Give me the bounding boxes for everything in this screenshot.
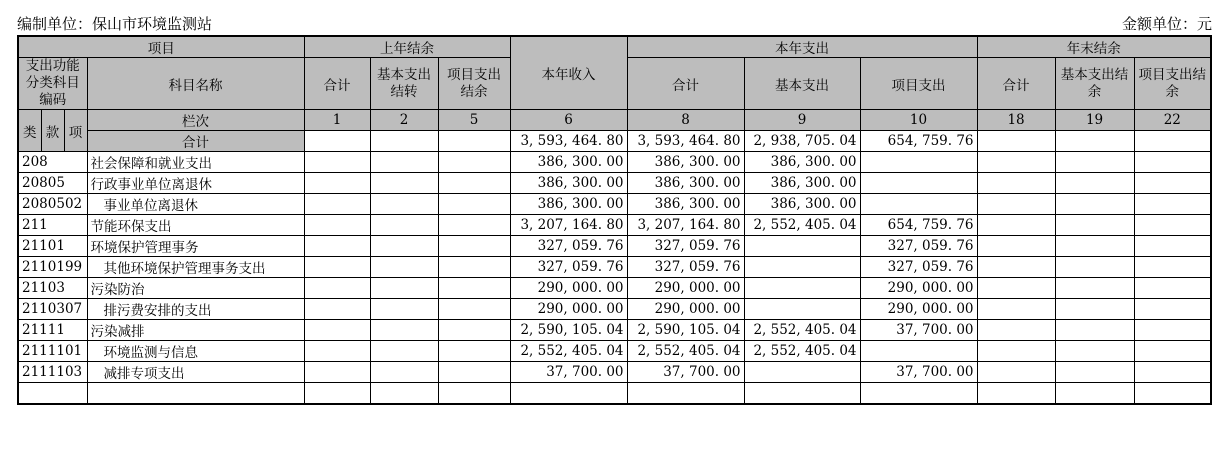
amount-unit-label: 金额单位：元 — [1121, 15, 1212, 33]
row-end-basic-balance — [1055, 341, 1134, 362]
header-end-project-balance: 项目支出结余 — [1134, 58, 1211, 110]
row-last-project-balance — [438, 383, 510, 404]
row-end-total — [977, 215, 1055, 236]
row-end-total — [977, 257, 1055, 278]
column-index-cell: 5 — [438, 110, 510, 131]
row-expense-project: 290, 000. 00 — [860, 278, 977, 299]
row-expense-total: 386, 300. 00 — [627, 152, 744, 173]
row-last-project-balance — [438, 152, 510, 173]
row-subject-name: 社会保障和就业支出 — [87, 152, 304, 173]
total-c2 — [370, 131, 438, 152]
row-current-income: 290, 000. 00 — [510, 299, 627, 320]
row-expense-project: 37, 700. 00 — [860, 320, 977, 341]
row-last-total — [304, 383, 370, 404]
row-last-basic-carry — [370, 215, 438, 236]
row-expense-total: 37, 700. 00 — [627, 362, 744, 383]
row-expense-basic: 386, 300. 00 — [744, 194, 860, 215]
row-last-project-balance — [438, 341, 510, 362]
row-last-basic-carry — [370, 383, 438, 404]
table-row — [18, 215, 1211, 236]
row-last-basic-carry — [370, 194, 438, 215]
row-end-project-balance — [1134, 383, 1211, 404]
header-expense-project: 项目支出 — [860, 58, 977, 110]
row-end-project-balance — [1134, 299, 1211, 320]
report-header — [17, 13, 1212, 35]
row-func-code: 21111 — [18, 320, 87, 341]
row-func-code: 208 — [18, 152, 87, 173]
row-last-total — [304, 257, 370, 278]
row-expense-project — [860, 341, 977, 362]
table-row — [18, 236, 1211, 257]
row-expense-total: 2, 590, 105. 04 — [627, 320, 744, 341]
table-row — [18, 173, 1211, 194]
column-index-cell: 1 — [304, 110, 370, 131]
row-subject-name: 其他环境保护管理事务支出 — [87, 257, 304, 278]
row-expense-project: 327, 059. 76 — [860, 257, 977, 278]
row-subject-name: 节能环保支出 — [87, 215, 304, 236]
row-expense-total: 290, 000. 00 — [627, 278, 744, 299]
row-expense-basic — [744, 362, 860, 383]
row-last-total — [304, 362, 370, 383]
row-expense-project — [860, 194, 977, 215]
row-subject-name: 环境监测与信息 — [87, 341, 304, 362]
row-current-income: 386, 300. 00 — [510, 194, 627, 215]
row-last-basic-carry — [370, 278, 438, 299]
row-subject-name — [87, 383, 304, 404]
row-current-income: 386, 300. 00 — [510, 152, 627, 173]
row-subject-name: 污染减排 — [87, 320, 304, 341]
unit-label: 编制单位：保山市环境监测站 — [17, 15, 213, 33]
row-last-total — [304, 173, 370, 194]
row-end-total — [977, 236, 1055, 257]
table-row — [18, 257, 1211, 278]
row-current-income: 327, 059. 76 — [510, 257, 627, 278]
row-current-income: 3, 207, 164. 80 — [510, 215, 627, 236]
row-last-basic-carry — [370, 320, 438, 341]
header-subject-name: 科目名称 — [87, 58, 304, 110]
row-subject-name: 环境保护管理事务 — [87, 236, 304, 257]
total-label: 合计 — [87, 131, 304, 152]
header-last-total: 合计 — [304, 58, 370, 110]
table-row — [18, 299, 1211, 320]
row-last-basic-carry — [370, 236, 438, 257]
row-end-project-balance — [1134, 215, 1211, 236]
row-expense-project — [860, 152, 977, 173]
row-expense-total: 327, 059. 76 — [627, 257, 744, 278]
header-func-code: 支出功能分类科目编码 — [18, 58, 87, 110]
row-end-basic-balance — [1055, 215, 1134, 236]
total-c1 — [304, 131, 370, 152]
row-last-project-balance — [438, 194, 510, 215]
row-last-basic-carry — [370, 341, 438, 362]
row-func-code: 21101 — [18, 236, 87, 257]
table-row — [18, 383, 1211, 404]
row-subject-name: 污染防治 — [87, 278, 304, 299]
row-last-project-balance — [438, 236, 510, 257]
row-last-total — [304, 152, 370, 173]
table-row — [18, 341, 1211, 362]
row-current-income: 386, 300. 00 — [510, 173, 627, 194]
row-last-project-balance — [438, 215, 510, 236]
row-end-total — [977, 152, 1055, 173]
header-expense-basic: 基本支出 — [744, 58, 860, 110]
row-last-basic-carry — [370, 152, 438, 173]
row-current-income — [510, 383, 627, 404]
header-current-income: 本年收入 — [510, 36, 627, 110]
row-expense-basic: 386, 300. 00 — [744, 173, 860, 194]
row-last-basic-carry — [370, 173, 438, 194]
row-end-basic-balance — [1055, 236, 1134, 257]
row-end-project-balance — [1134, 362, 1211, 383]
total-c19 — [1055, 131, 1134, 152]
row-last-total — [304, 215, 370, 236]
row-last-total — [304, 278, 370, 299]
row-expense-basic — [744, 299, 860, 320]
row-last-total — [304, 320, 370, 341]
row-func-code: 2111103 — [18, 362, 87, 383]
row-expense-project — [860, 173, 977, 194]
row-end-project-balance — [1134, 320, 1211, 341]
row-expense-total: 290, 000. 00 — [627, 299, 744, 320]
header-last-basic-carry: 基本支出结转 — [370, 58, 438, 110]
row-expense-project: 654, 759. 76 — [860, 215, 977, 236]
row-current-income: 290, 000. 00 — [510, 278, 627, 299]
row-current-income: 37, 700. 00 — [510, 362, 627, 383]
total-c5 — [438, 131, 510, 152]
row-func-code: 2110199 — [18, 257, 87, 278]
header-xiang: 项 — [64, 110, 87, 152]
row-expense-project: 327, 059. 76 — [860, 236, 977, 257]
total-c9: 2, 938, 705. 04 — [744, 131, 860, 152]
header-current-expense: 本年支出 — [627, 36, 977, 58]
row-func-code: 21103 — [18, 278, 87, 299]
table-row — [18, 278, 1211, 299]
row-expense-total: 2, 552, 405. 04 — [627, 341, 744, 362]
row-expense-total: 3, 207, 164. 80 — [627, 215, 744, 236]
total-row — [18, 131, 1211, 152]
row-last-project-balance — [438, 278, 510, 299]
row-end-total — [977, 299, 1055, 320]
row-last-project-balance — [438, 320, 510, 341]
row-end-total — [977, 341, 1055, 362]
row-last-total — [304, 194, 370, 215]
row-last-project-balance — [438, 173, 510, 194]
row-end-basic-balance — [1055, 278, 1134, 299]
row-end-total — [977, 362, 1055, 383]
column-index-cell: 19 — [1055, 110, 1134, 131]
row-last-basic-carry — [370, 362, 438, 383]
row-end-basic-balance — [1055, 152, 1134, 173]
row-end-project-balance — [1134, 257, 1211, 278]
header-year-end-balance: 年末结余 — [977, 36, 1211, 58]
row-last-project-balance — [438, 299, 510, 320]
row-end-project-balance — [1134, 173, 1211, 194]
table-row — [18, 194, 1211, 215]
row-end-basic-balance — [1055, 383, 1134, 404]
row-end-total — [977, 383, 1055, 404]
row-end-basic-balance — [1055, 257, 1134, 278]
row-subject-name: 行政事业单位离退休 — [87, 173, 304, 194]
row-expense-total: 386, 300. 00 — [627, 194, 744, 215]
column-index-cell: 8 — [627, 110, 744, 131]
row-expense-basic: 2, 552, 405. 04 — [744, 341, 860, 362]
row-subject-name: 事业单位离退休 — [87, 194, 304, 215]
row-expense-total: 386, 300. 00 — [627, 173, 744, 194]
total-c22 — [1134, 131, 1211, 152]
total-c18 — [977, 131, 1055, 152]
header-project: 项目 — [18, 36, 304, 58]
table-row — [18, 320, 1211, 341]
column-index-cell: 9 — [744, 110, 860, 131]
row-expense-basic: 2, 552, 405. 04 — [744, 320, 860, 341]
row-end-basic-balance — [1055, 362, 1134, 383]
row-end-basic-balance — [1055, 299, 1134, 320]
row-last-project-balance — [438, 257, 510, 278]
table-row — [18, 362, 1211, 383]
row-func-code — [18, 383, 87, 404]
column-index-cell: 18 — [977, 110, 1055, 131]
row-expense-project: 290, 000. 00 — [860, 299, 977, 320]
row-expense-basic — [744, 383, 860, 404]
row-end-total — [977, 278, 1055, 299]
row-expense-total — [627, 383, 744, 404]
header-expense-total: 合计 — [627, 58, 744, 110]
row-end-project-balance — [1134, 278, 1211, 299]
header-end-total: 合计 — [977, 58, 1055, 110]
row-end-project-balance — [1134, 194, 1211, 215]
row-subject-name: 排污费安排的支出 — [87, 299, 304, 320]
row-expense-basic — [744, 278, 860, 299]
row-last-basic-carry — [370, 299, 438, 320]
row-end-total — [977, 173, 1055, 194]
row-end-total — [977, 194, 1055, 215]
row-expense-basic — [744, 236, 860, 257]
column-index-cell: 2 — [370, 110, 438, 131]
row-expense-basic: 386, 300. 00 — [744, 152, 860, 173]
row-expense-basic: 2, 552, 405. 04 — [744, 215, 860, 236]
row-end-basic-balance — [1055, 194, 1134, 215]
row-func-code: 20805 — [18, 173, 87, 194]
row-last-total — [304, 341, 370, 362]
row-last-project-balance — [438, 362, 510, 383]
row-last-total — [304, 236, 370, 257]
row-expense-project: 37, 700. 00 — [860, 362, 977, 383]
row-end-basic-balance — [1055, 320, 1134, 341]
row-expense-total: 327, 059. 76 — [627, 236, 744, 257]
row-end-project-balance — [1134, 152, 1211, 173]
column-index-cell: 10 — [860, 110, 977, 131]
row-end-basic-balance — [1055, 173, 1134, 194]
row-current-income: 2, 552, 405. 04 — [510, 341, 627, 362]
row-last-total — [304, 299, 370, 320]
row-subject-name: 减排专项支出 — [87, 362, 304, 383]
header-last-project-balance: 项目支出结余 — [438, 58, 510, 110]
column-index-cell: 6 — [510, 110, 627, 131]
row-last-basic-carry — [370, 257, 438, 278]
header-end-basic-balance: 基本支出结余 — [1055, 58, 1134, 110]
row-expense-basic — [744, 257, 860, 278]
row-end-project-balance — [1134, 341, 1211, 362]
column-index-cell: 22 — [1134, 110, 1211, 131]
total-c8: 3, 593, 464. 80 — [627, 131, 744, 152]
row-func-code: 2111101 — [18, 341, 87, 362]
row-expense-project — [860, 383, 977, 404]
table-row — [18, 152, 1211, 173]
header-kuan: 款 — [41, 110, 64, 152]
row-current-income: 327, 059. 76 — [510, 236, 627, 257]
total-c10: 654, 759. 76 — [860, 131, 977, 152]
row-current-income: 2, 590, 105. 04 — [510, 320, 627, 341]
balance-report-table — [17, 35, 1212, 405]
header-last-year-balance: 上年结余 — [304, 36, 510, 58]
header-lei: 类 — [18, 110, 41, 152]
row-end-project-balance — [1134, 236, 1211, 257]
row-end-total — [977, 320, 1055, 341]
row-func-code: 211 — [18, 215, 87, 236]
row-func-code: 2110307 — [18, 299, 87, 320]
row-func-code: 2080502 — [18, 194, 87, 215]
total-c6: 3, 593, 464. 80 — [510, 131, 627, 152]
header-column-index: 栏次 — [87, 110, 304, 131]
